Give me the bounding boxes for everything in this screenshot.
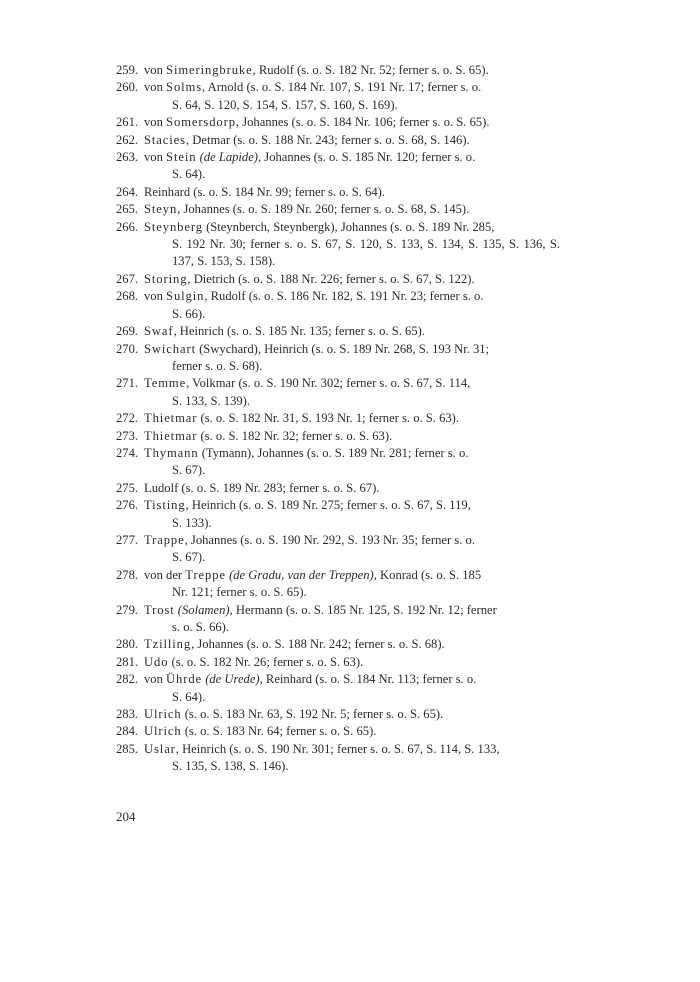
entry-surname: Thymann: [144, 445, 199, 460]
entry-prefix: von: [144, 150, 167, 165]
entry-surname: Somersdorp: [166, 115, 236, 130]
entry-details: , Reinhard (s. o. S. 184 Nr. 113; ferner s. o.: [259, 672, 477, 687]
register-entry: [116, 671, 560, 706]
entry-surname: Temme: [144, 376, 187, 391]
register-entry: [116, 723, 560, 740]
entry-latin-variant: (de Lapide): [199, 150, 258, 165]
entry-number: 273.: [116, 428, 139, 443]
entry-number: 262.: [116, 132, 139, 147]
entry-number: 284.: [116, 724, 139, 739]
entry-number: 277.: [116, 532, 139, 547]
register-entry: [116, 602, 560, 637]
register-entry: [116, 149, 560, 184]
entry-surname: Storing: [144, 271, 188, 286]
entry-number: 279.: [116, 602, 139, 617]
register-entry: [116, 532, 560, 567]
entry-details: (s. o. S. 182 Nr. 26; ferner s. o. S. 63).: [168, 654, 364, 669]
entry-continuation: S. 192 Nr. 30; ferner s. o. S. 67, S. 120, S. 133, S. 134, S. 135, S. 136, S. 137, S. 153, S. 158).: [172, 237, 560, 269]
entry-prefix: von: [144, 115, 167, 130]
entry-details: , Johannes (s. o. S. 190 Nr. 292, S. 193 Nr. 35; ferner s. o.: [184, 532, 475, 547]
entry-details: , Hermann (s. o. S. 185 Nr. 125, S. 192 Nr. 12; ferner: [229, 602, 497, 617]
entry-surname: Stacies: [144, 132, 186, 147]
entry-surname: Stein: [166, 150, 197, 165]
entry-details: , Arnold (s. o. S. 184 Nr. 107, S. 191 Nr. 17; ferner s. o.: [202, 80, 482, 95]
register-entry: [116, 201, 560, 218]
entry-surname: Simeringbruke: [166, 63, 253, 77]
register-entry: [116, 79, 560, 114]
entry-number: 259.: [116, 63, 139, 77]
register-entry: [116, 480, 560, 497]
entry-details: , Heinrich (s. o. S. 189 Nr. 275; ferner s. o. S. 67, S. 119,: [185, 498, 471, 513]
entry-number: 264.: [116, 184, 139, 199]
register-entry: [116, 497, 560, 532]
entry-number: 267.: [116, 271, 139, 286]
entry-continuation: S. 133, S. 139).: [172, 393, 251, 408]
entry-surname: Ulrich: [144, 707, 182, 722]
entry-surname: Ulrich: [144, 724, 182, 739]
entry-surname: Trost: [144, 602, 175, 617]
register-entry: [116, 184, 560, 201]
entry-details: (s. o. S. 182 Nr. 32; ferner s. o. S. 63).: [197, 428, 393, 443]
entry-prefix: von der: [144, 567, 186, 582]
entry-surname: Tisting: [144, 498, 186, 513]
entry-number: 270.: [116, 341, 139, 356]
entry-number: 261.: [116, 115, 139, 130]
entry-continuation: S. 67).: [172, 550, 206, 565]
entry-surname: Thietmar: [144, 411, 198, 426]
entry-continuation: S. 64).: [172, 689, 206, 704]
entry-number: 276.: [116, 498, 139, 513]
entry-details: (Tymann), Johannes (s. o. S. 189 Nr. 281; ferner s. o.: [198, 445, 469, 460]
entry-details: , Rudolf (s. o. S. 182 Nr. 52; ferner s. o. S. 65).: [252, 63, 489, 77]
entry-number: 285.: [116, 741, 139, 756]
register-entry: [116, 706, 560, 723]
entry-continuation: S. 133).: [172, 515, 212, 530]
entry-details: , Konrad (s. o. S. 185: [373, 567, 482, 582]
entry-number: 274.: [116, 445, 139, 460]
entry-number: 275.: [116, 480, 139, 495]
register-entry: [116, 114, 560, 131]
entry-continuation: Nr. 121; ferner s. o. S. 65).: [172, 585, 307, 600]
entry-details: , Detmar (s. o. S. 188 Nr. 243; ferner s. o. S. 68, S. 146).: [185, 132, 470, 147]
entry-surname: Ührde: [166, 672, 203, 687]
entry-continuation: S. 64, S. 120, S. 154, S. 157, S. 160, S. 169).: [172, 97, 398, 112]
entry-number: 271.: [116, 376, 139, 391]
entry-prefix: von: [144, 289, 167, 304]
entry-continuation: S. 135, S. 138, S. 146).: [172, 759, 289, 774]
entry-prefix: von: [144, 672, 167, 687]
entry-surname: Solms: [166, 80, 203, 95]
entry-continuation: s. o. S. 66).: [172, 620, 230, 634]
entry-number: 281.: [116, 654, 139, 669]
register-entry: [116, 288, 560, 323]
entry-latin-variant: (Solamen): [177, 602, 230, 617]
entry-surname: Udo: [144, 654, 169, 669]
entry-details: (Swychard), Heinrich (s. o. S. 189 Nr. 268, S. 193 Nr. 31;: [195, 341, 490, 356]
entry-continuation: S. 64).: [172, 167, 206, 182]
entry-surname: Swichart: [144, 341, 196, 356]
entry-number: 272.: [116, 411, 139, 426]
register-entry: [116, 132, 560, 149]
entry-surname: Steynberg: [144, 219, 203, 234]
entry-prefix: von: [144, 80, 167, 95]
entry-number: 269.: [116, 324, 139, 339]
entry-details: Ludolf (s. o. S. 189 Nr. 283; ferner s. o. S. 67).: [144, 480, 380, 495]
register-entries: [116, 62, 560, 776]
entry-surname: Uslar: [144, 741, 176, 756]
entry-details: (Steynberch, Steynbergk), Johannes (s. o. S. 189 Nr. 285,: [202, 219, 495, 234]
register-entry: [116, 445, 560, 480]
entry-continuation: ferner s. o. S. 68).: [172, 358, 263, 373]
register-entry: [116, 636, 560, 653]
entry-continuation: S. 66).: [172, 306, 206, 321]
entry-number: 268.: [116, 289, 139, 304]
entry-number: 282.: [116, 672, 139, 687]
entry-details: , Heinrich (s. o. S. 185 Nr. 135; ferner s. o. S. 65).: [173, 324, 425, 339]
register-entry: [116, 410, 560, 427]
entry-surname: Sulgin: [166, 289, 205, 304]
entry-number: 278.: [116, 567, 139, 582]
entry-latin-variant: (de Urede): [205, 672, 260, 687]
entry-number: 263.: [116, 150, 139, 165]
entry-details: , Rudolf (s. o. S. 186 Nr. 182, S. 191 Nr. 23; ferner s. o.: [204, 289, 484, 304]
entry-latin-variant: (de Gradu, van der Treppen): [229, 567, 374, 582]
entry-details: , Johannes (s. o. S. 185 Nr. 120; ferner s. o.: [258, 150, 476, 165]
register-entry: [116, 567, 560, 602]
entry-details: , Johannes (s. o. S. 184 Nr. 106; ferner s. o. S. 65).: [235, 115, 490, 130]
entry-number: 283.: [116, 707, 139, 722]
entry-details: , Johannes (s. o. S. 189 Nr. 260; ferner s. o. S. 68, S. 145).: [177, 202, 470, 217]
entry-number: 280.: [116, 637, 139, 652]
entry-number: 265.: [116, 202, 139, 217]
entry-surname: Treppe: [185, 567, 226, 582]
entry-details: (s. o. S. 183 Nr. 63, S. 192 Nr. 5; ferner s. o. S. 65).: [181, 707, 444, 722]
entry-number: 260.: [116, 80, 139, 95]
register-entry: [116, 271, 560, 288]
entry-surname: Swaf: [144, 324, 174, 339]
page-number: 204: [116, 809, 136, 824]
entry-number: 266.: [116, 219, 139, 234]
entry-details: , Volkmar (s. o. S. 190 Nr. 302; ferner s. o. S. 67, S. 114,: [186, 376, 471, 391]
register-entry: [116, 341, 560, 376]
entry-details: , Dietrich (s. o. S. 188 Nr. 226; ferner s. o. S. 67, S. 122).: [187, 271, 475, 286]
register-entry: [116, 219, 560, 271]
entry-details: (s. o. S. 183 Nr. 64; ferner s. o. S. 65).: [181, 724, 377, 739]
entry-surname: Thietmar: [144, 428, 198, 443]
entry-details: (s. o. S. 182 Nr. 31, S. 193 Nr. 1; ferner s. o. S. 63).: [197, 411, 460, 426]
entry-details: , Heinrich (s. o. S. 190 Nr. 301; ferner s. o. S. 67, S. 114, S. 133,: [175, 741, 500, 756]
register-entry: [116, 428, 560, 445]
entry-continuation: S. 67).: [172, 463, 206, 478]
entry-surname: Tzilling: [144, 637, 192, 652]
entry-surname: Steyn: [144, 202, 178, 217]
entry-surname: Trappe: [144, 532, 185, 547]
entry-details: , Johannes (s. o. S. 188 Nr. 242; ferner s. o. S. 68).: [191, 637, 445, 652]
register-entry: [116, 323, 560, 340]
register-entry: [116, 741, 560, 776]
entry-prefix: von: [144, 63, 167, 77]
register-entry: [116, 375, 560, 410]
entry-details: Reinhard (s. o. S. 184 Nr. 99; ferner s. o. S. 64).: [144, 184, 386, 199]
register-entry: [116, 62, 560, 79]
register-entry: [116, 654, 560, 671]
